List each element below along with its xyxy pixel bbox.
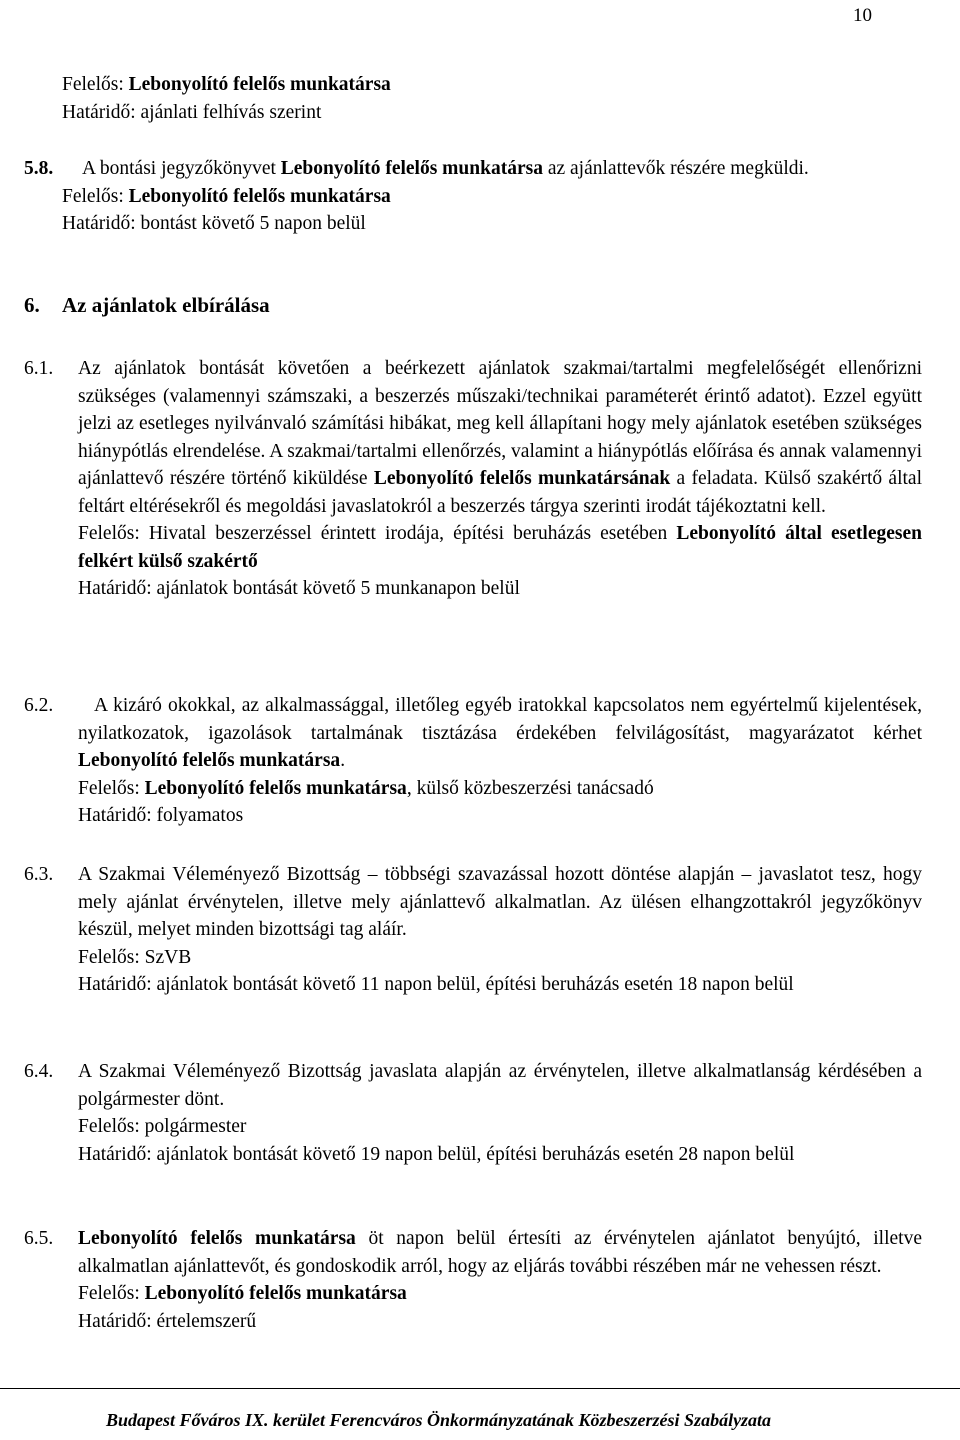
section-6-3-text: A Szakmai Véleményező Bizottság – többségi szavazással hozott döntése alapján – javaslatot tesz, hogy mely ajánlat érvénytelen, illetve mely ajánlattevő alkalmatlan. Az ülésen elhangzottakról jegyzőkönyv készül, melyet minden bizottsági tag aláír. (78, 864, 922, 940)
responsible-line: Felelős: Lebonyolító felelős munkatársa (62, 185, 391, 207)
section-number: 6.1. (24, 358, 54, 379)
section-6-2-text: A kizáró okokkal, az alkalmassággal, illetőleg egyéb iratokkal kapcsolatos nem egyértelmű kijelentések, nyilatkozatok, igazolások tartalmának tisztázása érdekében felvilágosítást, magyarázatot kérhet Lebonyolító felelős munkatársa. (78, 695, 922, 771)
section-5-8 (24, 155, 922, 238)
section-6-5 (24, 1225, 922, 1335)
section-6-4-text: A Szakmai Véleményező Bizottság javaslata alapján az érvénytelen, illetve alkalmatlanság kérdésében a polgármester dönt. (78, 1061, 922, 1110)
deadline-line: Határidő: ajánlatok bontását követő 11 napon belül, építési beruházás esetén 18 napon belül (78, 974, 794, 995)
section-5-8-text: A bontási jegyzőkönyvet Lebonyolító felelős munkatársa az ajánlattevők részére megküldi. (82, 158, 809, 179)
footer-divider (0, 1388, 960, 1389)
deadline-line: Határidő: bontást követő 5 napon belül (62, 213, 366, 234)
deadline-line: Határidő: ajánlati felhívás szerint (62, 101, 322, 123)
deadline-line: Határidő: értelemszerű (78, 1310, 257, 1332)
section-number: 6.3. (24, 864, 54, 885)
responsible-line: Felelős: Hivatal beszerzéssel érintett irodája, építési beruházás esetében Lebonyolító által esetlegesen felkért külső szakértő (78, 523, 922, 572)
section-number: 6.5. (24, 1228, 54, 1249)
section-6-5-text: Lebonyolító felelős munkatársa öt napon belül értesíti az érvénytelen ajánlatot benyújtó, illetve alkalmatlan ajánlattevőt, és gondoskodik arról, hogy az eljárás további részében már ne vehessen részt. (78, 1228, 922, 1277)
section-number: 6.2. (24, 695, 54, 716)
section-number: 6.4. (24, 1061, 54, 1082)
section-number: 5.8. (24, 158, 54, 179)
section-6-2 (24, 692, 922, 830)
section-title: Az ajánlatok elbírálása (62, 293, 270, 317)
section-6-1 (24, 355, 922, 603)
section-6-1-text: Az ajánlatok bontását követően a beérkezett ajánlatok szakmai/tartalmi megfelelőségét ellenőrizni szükséges (valamennyi számszaki, a beszerzés műszaki/technikai paraméterét érintő adatot). Ezzel együtt jelzi az esetleges nyilvánvaló számítási hibákat, meg kell állapítani hogy mely ajánlatok esetében szükséges hiánypótlás elrendelése. A szakmai/tartalmi ellenőrzés, valamint a hiánypótlás előírása és annak valamennyi ajánlattevő részére történő kiküldése Lebonyolító felelős munkatársának a feladata. Külső szakértő által feltárt eltérésekről és megoldási javaslatokról a beszerzés tárgya szerinti irodát tájékoztatni kell. (78, 358, 922, 517)
page-number: 10 (853, 5, 872, 26)
responsible-line: Felelős: SzVB (78, 946, 192, 968)
section-number: 6. (24, 293, 40, 317)
deadline-line: Határidő: ajánlatok bontását követő 5 munkanapon belül (78, 578, 520, 599)
section-6-heading (24, 292, 270, 320)
page-footer: Budapest Főváros IX. kerület Ferencváros Önkormányzatának Közbeszerzési Szabályzata (106, 1410, 772, 1430)
top-responsibility-block (62, 71, 922, 126)
responsible-line: Felelős: Lebonyolító felelős munkatársa, külső közbeszerzési tanácsadó (78, 777, 654, 799)
section-6-3 (24, 861, 922, 999)
responsible-line: Felelős: Lebonyolító felelős munkatársa (78, 1283, 407, 1304)
responsible-line: Felelős: Lebonyolító felelős munkatársa (62, 74, 391, 95)
responsible-line: Felelős: polgármester (78, 1116, 247, 1137)
deadline-line: Határidő: folyamatos (78, 805, 244, 826)
section-6-4 (24, 1058, 922, 1168)
deadline-line: Határidő: ajánlatok bontását követő 19 napon belül, építési beruházás esetén 28 napon belül (78, 1143, 795, 1165)
